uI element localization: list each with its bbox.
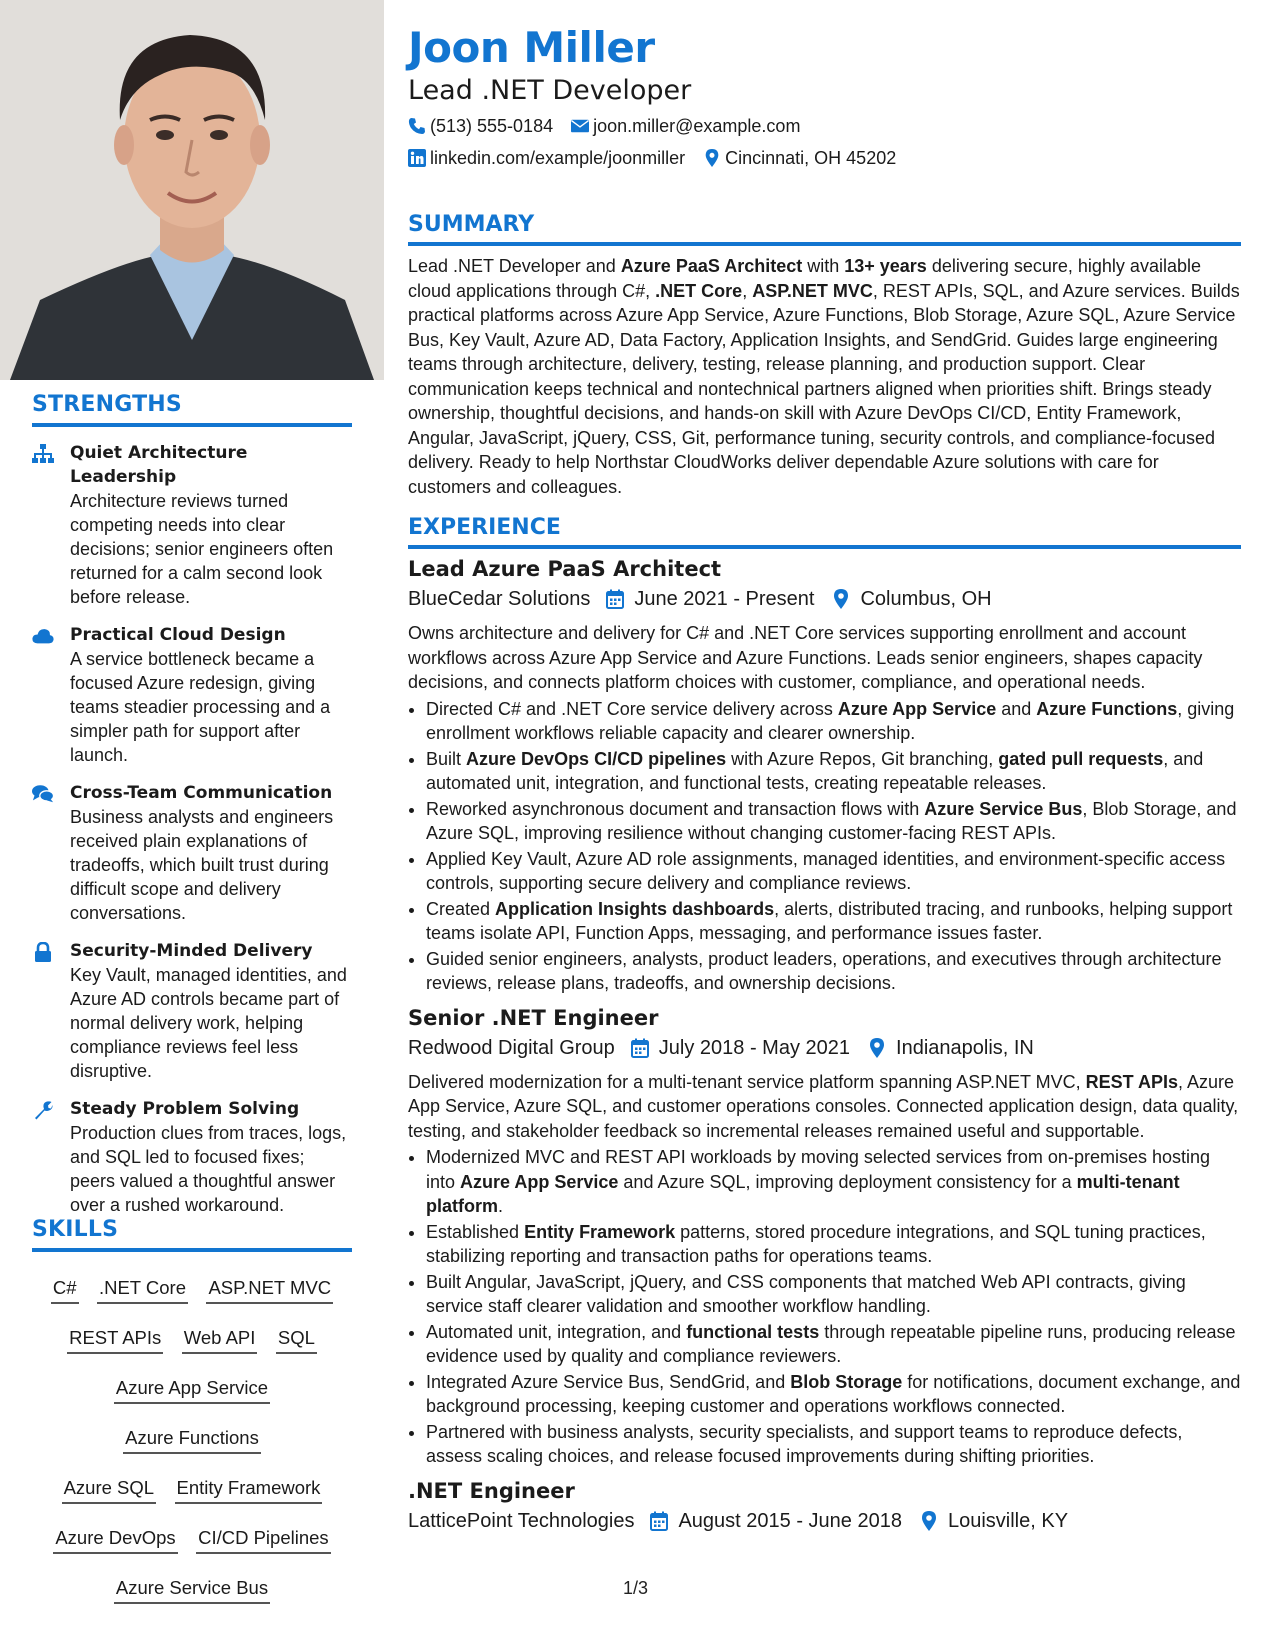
linkedin-text: linkedin.com/example/joonmiller <box>430 148 686 168</box>
candidate-name: Joon Miller <box>408 23 655 72</box>
calendar-icon <box>606 589 624 609</box>
calendar-icon <box>650 1511 668 1531</box>
comments-icon <box>32 781 70 925</box>
strength-desc: A service bottleneck became a focused Azure redesign, giving teams steadier processing and a simpler path for support after launch. <box>70 649 331 765</box>
job-description: Owns architecture and delivery for C# and .NET Core services supporting enrollment and account workflows across Azure App Service and Azure Functions. Leads senior engineers, shapes capacity decisions, and connects platform choices with customer, compliance, and operational needs. <box>408 623 1203 692</box>
skill-chip: Azure DevOps <box>53 1523 177 1554</box>
strength-item <box>32 441 352 609</box>
job-entry <box>408 1004 1241 1469</box>
strength-item <box>32 1097 352 1217</box>
map-pin-icon <box>703 149 721 167</box>
bullet-item: • Created Application Insights dashboards, alerts, distributed tracing, and runbooks, helping support teams isolate API, Function Apps, messaging, and performance issues faster. <box>426 897 1241 946</box>
job-meta <box>408 1507 1241 1535</box>
skills-list <box>32 1264 352 1614</box>
experience-section <box>408 515 1241 1535</box>
wrench-icon <box>32 1097 70 1217</box>
skill-chip: CI/CD Pipelines <box>196 1523 331 1554</box>
lock-icon <box>32 939 70 1083</box>
bullet-item: • Partnered with business analysts, security specialists, and support teams to reproduce defects, assess scaling choices, and release focused improvements during shifting priorities. <box>426 1420 1241 1469</box>
location-contact <box>703 146 896 170</box>
job-dates: June 2021 - Present <box>634 588 815 610</box>
summary-section <box>408 212 1241 499</box>
strength-title: Practical Cloud Design <box>70 625 286 645</box>
bullet-item: • Built Angular, JavaScript, jQuery, and CSS components that matched Web API contracts, giving service staff clearer validation and smoother workflow handling. <box>426 1270 1241 1319</box>
cloud-icon <box>32 623 70 767</box>
skills-heading: SKILLS <box>32 1217 352 1252</box>
strength-desc: Production clues from traces, logs, and SQL led to focused fixes; peers valued a thoughtful answer over a rushed workaround. <box>70 1123 347 1215</box>
job-meta <box>408 1034 1241 1062</box>
map-pin-icon <box>868 1038 886 1058</box>
job-bullets <box>408 1145 1241 1469</box>
job-meta <box>408 585 1241 613</box>
job-title: Lead Azure PaaS Architect <box>408 557 722 581</box>
strength-title: Steady Problem Solving <box>70 1099 300 1119</box>
bullet-item: • Integrated Azure Service Bus, SendGrid, and Blob Storage for notifications, document exchange, and background processing, keeping customer and operations workflows connected. <box>426 1370 1241 1419</box>
phone-contact[interactable] <box>408 114 553 138</box>
skill-chip: SQL <box>276 1323 317 1354</box>
main-column <box>408 22 1241 1535</box>
experience-heading: EXPERIENCE <box>408 515 1241 549</box>
bullet-item: • Reworked asynchronous document and transaction flows with Azure Service Bus, Blob Storage, and Azure SQL, improving resilience without changing customer-facing REST APIs. <box>426 797 1241 846</box>
strength-item <box>32 939 352 1083</box>
bullet-item: • Directed C# and .NET Core service delivery across Azure App Service and Azure Functions, giving enrollment workflows reliable capacity and clearer ownership. <box>426 697 1241 746</box>
job-title: .NET Engineer <box>408 1478 575 1503</box>
bullet-item: • Modernized MVC and REST API workloads by moving selected services from on-premises hosting into Azure App Service and Azure SQL, improving deployment consistency for a multi-tenant platform. <box>426 1145 1241 1219</box>
company-name: LatticePoint Technologies <box>408 1509 635 1532</box>
strength-item <box>32 781 352 925</box>
job-bullets <box>408 697 1241 996</box>
profile-photo <box>0 0 384 380</box>
contact-info <box>408 114 1241 170</box>
phone-text: (513) 555-0184 <box>430 116 554 136</box>
job-dates: August 2015 - June 2018 <box>678 1509 902 1532</box>
linkedin-icon <box>408 149 426 167</box>
skill-chip: Azure App Service <box>114 1373 270 1404</box>
skill-chip: Azure Service Bus <box>114 1573 270 1604</box>
skill-chip: Web API <box>182 1323 258 1354</box>
map-pin-icon <box>920 1511 938 1531</box>
job-entry <box>408 1477 1241 1535</box>
location-text: Cincinnati, OH 45202 <box>725 148 897 168</box>
bullet-item: • Established Entity Framework patterns, stored procedure integrations, and SQL tuning practices, stabilizing reporting and transaction paths for operations teams. <box>426 1220 1241 1269</box>
bullet-item: • Built Azure DevOps CI/CD pipelines with Azure Repos, Git branching, gated pull requests, and automated unit, integration, and functional tests, creating repeatable releases. <box>426 747 1241 796</box>
job-description: Delivered modernization for a multi-tenant service platform spanning ASP.NET MVC, REST APIs, Azure App Service, Azure SQL, and customer operations consoles. Connected application design, data quality, testing, and stakeholder feedback so incremental releases remained useful and supportable. <box>408 1071 1239 1141</box>
summary-heading: SUMMARY <box>408 212 1241 246</box>
strengths-section <box>32 392 352 1217</box>
email-contact[interactable] <box>571 114 800 138</box>
job-entry <box>408 555 1241 996</box>
strength-desc: Key Vault, managed identities, and Azure AD controls became part of normal delivery work, helping compliance reviews feel less disruptive. <box>70 965 347 1081</box>
page-number: 1/3 <box>623 1578 649 1598</box>
bullet-item: • Automated unit, integration, and functional tests through repeatable pipeline runs, producing release evidence used by quality and compliance reviewers. <box>426 1320 1241 1369</box>
strength-title: Quiet Architecture Leadership <box>70 443 248 487</box>
skill-chip: Azure Functions <box>123 1423 261 1454</box>
sidebar <box>0 0 384 1650</box>
skill-chip: ASP.NET MVC <box>206 1273 333 1304</box>
skill-chip: REST APIs <box>67 1323 163 1354</box>
job-location: Indianapolis, IN <box>896 1036 1034 1059</box>
strength-desc: Business analysts and engineers received plain explanations of tradeoffs, which built trust during difficult scope and delivery conversations. <box>70 807 334 923</box>
phone-icon <box>408 117 426 135</box>
map-pin-icon <box>832 589 850 609</box>
skill-chip: .NET Core <box>97 1273 188 1304</box>
candidate-role: Lead .NET Developer <box>408 75 692 106</box>
strengths-heading: STRENGTHS <box>32 392 352 427</box>
skills-section <box>32 1217 352 1614</box>
skill-chip: C# <box>51 1273 79 1304</box>
summary-text: Lead .NET Developer and Azure PaaS Architect with 13+ years delivering secure, highly available cloud applications through C#, .NET Core, ASP.NET MVC, REST APIs, SQL, and Azure services. Builds practical platforms across Azure App Service, Azure Functions, Blob Storage, Azure SQL, Azure Service Bus, Key Vault, Azure AD, Data Factory, Application Insights, and SendGrid. Guides large engineering teams through architecture, delivery, testing, release planning, and production support. Clear communication keeps technical and nontechnical partners aligned when priorities shift. Brings steady ownership, thoughtful decisions, and hands-on skill with Azure DevOps CI/CD, Entity Framework, Angular, JavaScript, jQuery, CSS, Git, performance tuning, security controls, and compliance-focused delivery. Ready to help Northstar CloudWorks deliver dependable Azure solutions with care for customers and colleagues. <box>408 256 1240 497</box>
company-name: BlueCedar Solutions <box>408 588 591 610</box>
bullet-item: • Guided senior engineers, analysts, product leaders, operations, and executives through architecture reviews, release plans, tradeoffs, and ownership decisions. <box>426 947 1241 996</box>
strength-item <box>32 623 352 767</box>
envelope-icon <box>571 117 589 135</box>
bullet-item: • Applied Key Vault, Azure AD role assignments, managed identities, and environment-specific access controls, supporting secure delivery and compliance reviews. <box>426 847 1241 896</box>
calendar-icon <box>631 1038 649 1058</box>
email-text: joon.miller@example.com <box>593 116 801 136</box>
job-dates: July 2018 - May 2021 <box>658 1036 851 1059</box>
strength-title: Security-Minded Delivery <box>70 941 313 961</box>
skill-chip: Azure SQL <box>62 1473 157 1504</box>
sitemap-icon <box>32 441 70 609</box>
company-name: Redwood Digital Group <box>408 1036 615 1059</box>
job-title: Senior .NET Engineer <box>408 1005 659 1030</box>
job-location: Columbus, OH <box>860 588 992 610</box>
skill-chip: Entity Framework <box>175 1473 323 1504</box>
strength-desc: Architecture reviews turned competing needs into clear decisions; senior engineers often returned for a calm second look before release. <box>70 491 334 607</box>
strength-title: Cross-Team Communication <box>70 783 333 803</box>
linkedin-contact[interactable] <box>408 146 685 170</box>
job-location: Louisville, KY <box>947 1509 1069 1532</box>
